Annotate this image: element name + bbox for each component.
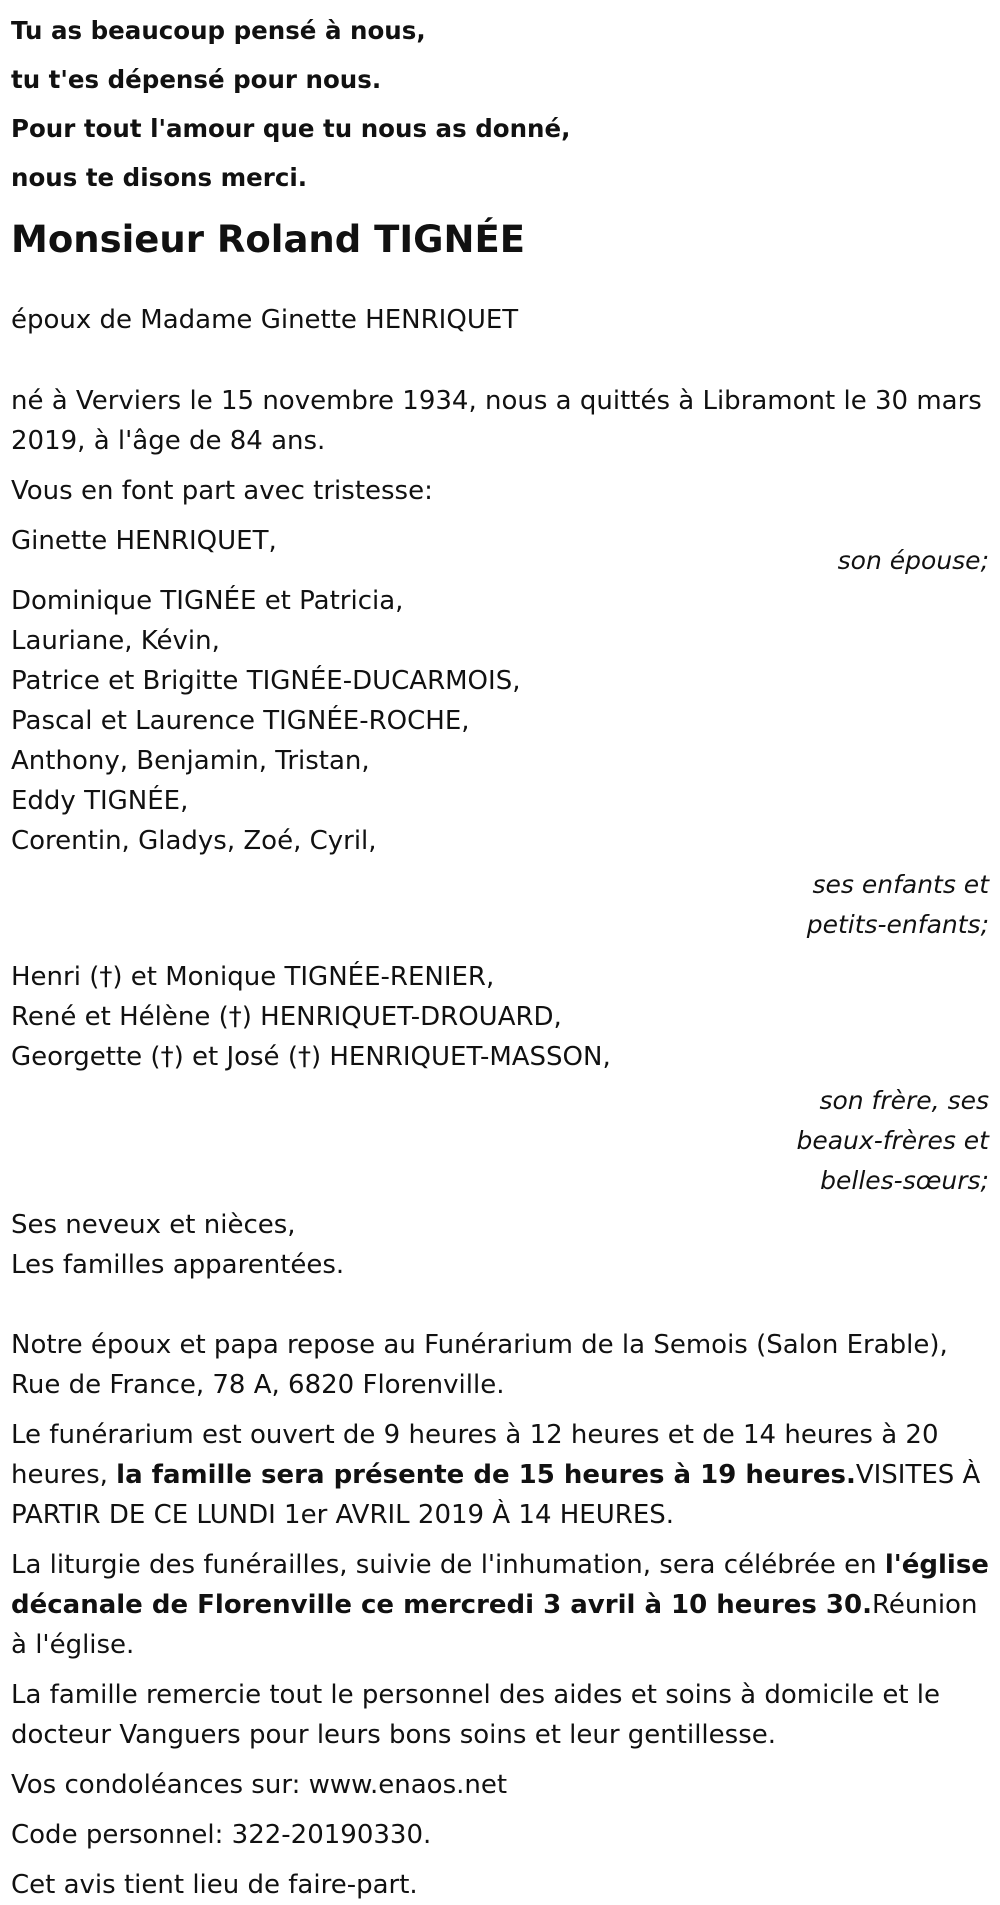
visiting-hours-text: Le funérarium est ouvert de 9 heures à 12 heures et de 14 heures à 20 heures, [11,1420,939,1490]
relation-children [11,865,989,945]
family-name: Ginette HENRIQUET, [11,526,277,556]
relation-line: belles-sœurs; [820,1166,989,1195]
relation-line: petits-enfants; [806,910,989,939]
family-name: Patrice et Brigitte TIGNÉE-DUCARMOIS, [11,666,521,696]
extended-family [11,1205,989,1285]
personal-code: Code personnel: 322-20190330. [11,1820,432,1850]
birth-death-info: né à Verviers le 15 novembre 1934, nous a quittés à Libramont le 30 mars 2019, à l'âge de 84 ans. [11,386,982,456]
relation-line: son frère, ses [819,1086,989,1115]
poem-line: tu t'es dépensé pour nous. [11,65,382,94]
thanks-message: La famille remercie tout le personnel des aides et soins à domicile et le docteur Vanguers pour leurs bons soins et leur gentillesse. [11,1680,941,1750]
deceased-name-title: Monsieur Roland TIGNÉE [11,218,526,261]
announcement-intro: Vous en font part avec tristesse: [11,476,433,506]
relation-line: ses enfants et [812,870,989,899]
poem-line: Tu as beaucoup pensé à nous, [11,16,426,45]
family-name: Les familles apparentées. [11,1250,345,1280]
family-name: Dominique TIGNÉE et Patricia, [11,586,404,616]
meeting-point: Réunion à l'église. [11,1590,978,1660]
condolences-info: Vos condoléances sur: www.enaos.net [11,1770,508,1800]
poem-line: nous te disons merci. [11,163,308,192]
church-and-time: l'église décanale de Florenville ce mercredi 3 avril à 10 heures 30. [11,1550,989,1620]
family-group-siblings [11,957,989,1077]
obituary-page [0,6,1000,1900]
funeral-home-info: Notre époux et papa repose au Funérarium de la Semois (Salon Erable), Rue de France, 78 A, 6820 Florenville. [11,1330,948,1400]
liturgy-text: La liturgie des funérailles, suivie de l'inhumation, sera célébrée en [11,1550,885,1580]
poem [11,6,989,202]
family-name: Corentin, Gladys, Zoé, Cyril, [11,826,377,856]
family-name: Pascal et Laurence TIGNÉE-ROCHE, [11,706,470,736]
visiting-hours [11,1415,989,1535]
spouse-line: époux de Madame Ginette HENRIQUET [11,305,519,335]
relation-siblings [11,1081,989,1201]
family-name: Ses neveux et nièces, [11,1210,296,1240]
family-name: Georgette (†) et José (†) HENRIQUET-MASSON, [11,1042,611,1072]
poem-line: Pour tout l'amour que tu nous as donné, [11,114,571,143]
relation-line: beaux-frères et [796,1126,989,1155]
family-name: Lauriane, Kévin, [11,626,220,656]
family-name: René et Hélène (†) HENRIQUET-DROUARD, [11,1002,562,1032]
family-group-children [11,581,989,861]
family-name: Eddy TIGNÉE, [11,786,189,816]
notice-statement: Cet avis tient lieu de faire-part. [11,1870,418,1900]
family-presence-hours: la famille sera présente de 15 heures à 19 heures. [116,1460,856,1490]
family-name: Anthony, Benjamin, Tristan, [11,746,370,776]
relation-line: son épouse; [837,546,989,575]
family-name: Henri (†) et Monique TIGNÉE-RENIER, [11,962,495,992]
visits-start-info: VISITES À PARTIR DE CE LUNDI 1er AVRIL 2019 À 14 HEURES. [11,1460,981,1530]
liturgy-info [11,1545,989,1665]
